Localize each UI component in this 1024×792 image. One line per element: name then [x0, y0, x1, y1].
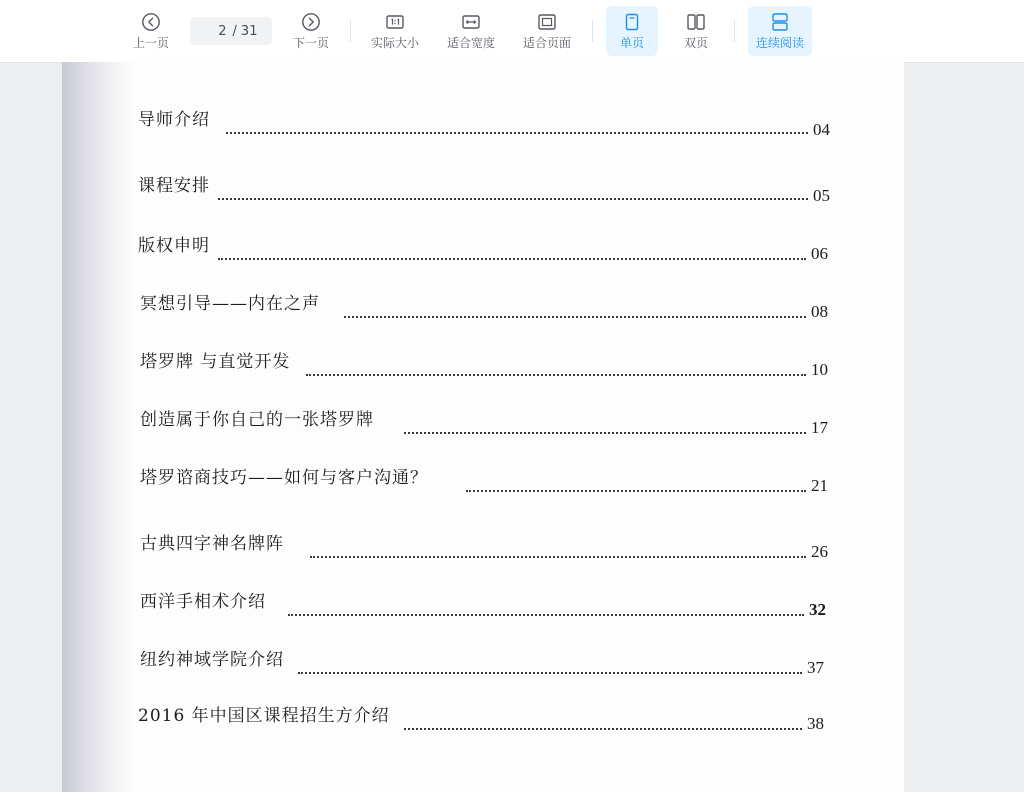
toc-leader-dots	[310, 556, 806, 558]
continuous-reading-label: 连续阅读	[755, 36, 804, 50]
toc-leader-dots	[404, 728, 802, 730]
toc-entry	[140, 464, 830, 495]
toc-entry	[138, 172, 830, 205]
toc-entry-title: 西洋手相术介绍	[140, 592, 266, 612]
toc-entry-title: 2016 年中国区课程招生方介绍	[138, 706, 390, 726]
toc-entry-title: 冥想引导——内在之声	[140, 294, 320, 314]
page-indicator	[190, 17, 272, 45]
toc-leader-dots	[306, 374, 806, 376]
actual-size-label: 实际大小	[370, 36, 419, 50]
toc-leader-dots	[466, 490, 806, 492]
actual-size-button[interactable]	[364, 6, 426, 56]
double-page-icon	[686, 12, 706, 32]
toc-leader-dots	[218, 258, 806, 260]
toc-entry	[140, 290, 830, 321]
toc-entry	[140, 530, 830, 561]
next-page-button[interactable]	[288, 6, 334, 56]
toc-entry	[140, 406, 830, 437]
toc-leader-dots	[288, 614, 804, 616]
fit-page-icon	[537, 12, 557, 32]
actual-size-icon	[385, 12, 405, 32]
double-page-button[interactable]	[670, 6, 722, 56]
toc-entry-title: 塔罗谘商技巧——如何与客户沟通？	[140, 468, 428, 488]
document-page	[62, 62, 904, 792]
toc-entry	[140, 646, 826, 677]
scan-shadow	[62, 62, 132, 792]
viewer-toolbar	[0, 0, 1024, 63]
toc-leader-dots	[344, 316, 806, 318]
toc-entry	[140, 588, 828, 619]
chevron-right-circle-icon	[301, 12, 321, 32]
toc-entry-page: 37	[807, 658, 824, 677]
toc-entry-title: 课程安排	[138, 176, 210, 196]
toc-entry-title: 导师介绍	[138, 110, 210, 130]
toolbar-divider	[350, 20, 351, 42]
toc-entry-title: 创造属于你自己的一张塔罗牌	[140, 410, 374, 430]
toc-entry-page: 04	[813, 120, 830, 139]
single-page-button[interactable]	[606, 6, 658, 56]
toc-leader-dots	[226, 132, 808, 134]
toc-entry	[138, 702, 826, 733]
prev-page-button[interactable]	[128, 6, 174, 56]
toc-entry-title: 塔罗牌 与直觉开发	[140, 352, 291, 372]
toc-entry-title: 纽约神域学院介绍	[140, 650, 284, 670]
toolbar-divider	[592, 20, 593, 42]
chevron-left-circle-icon	[141, 12, 161, 32]
toc-leader-dots	[404, 432, 806, 434]
current-page-input[interactable]	[205, 24, 227, 39]
next-page-label: 下一页	[292, 36, 329, 50]
toc-entry-page: 05	[813, 186, 830, 205]
document-viewer[interactable]	[0, 62, 1024, 792]
continuous-reading-button[interactable]	[748, 6, 812, 56]
toc-entry-title: 古典四字神名牌阵	[140, 534, 284, 554]
toc-entry-page: 32	[809, 600, 826, 619]
continuous-scroll-icon	[770, 12, 790, 32]
toc-leader-dots	[298, 672, 802, 674]
page-separator: /	[232, 23, 237, 39]
toc-leader-dots	[218, 198, 808, 200]
prev-page-label: 上一页	[132, 36, 169, 50]
toc-entry	[138, 232, 830, 263]
single-page-icon	[622, 12, 642, 32]
fit-page-label: 适合页面	[522, 36, 571, 50]
toc-entry-page: 06	[811, 244, 828, 263]
double-page-label: 双页	[683, 36, 708, 50]
toc-entry-page: 08	[811, 302, 828, 321]
total-pages: 31	[240, 23, 258, 39]
toc-entry-page: 10	[811, 360, 828, 379]
toolbar-divider	[734, 20, 735, 42]
toc-entry-page: 21	[811, 476, 828, 495]
fit-width-label: 适合宽度	[446, 36, 495, 50]
fit-width-icon	[461, 12, 481, 32]
fit-page-button[interactable]	[516, 6, 578, 56]
toc-entry-page: 26	[811, 542, 828, 561]
toc-entry-page: 38	[807, 714, 824, 733]
toc-entry	[140, 348, 830, 379]
single-page-label: 单页	[619, 36, 644, 50]
fit-width-button[interactable]	[440, 6, 502, 56]
toc-entry	[138, 106, 830, 139]
toc-entry-page: 17	[811, 418, 828, 437]
toc-entry-title: 版权申明	[138, 236, 210, 256]
